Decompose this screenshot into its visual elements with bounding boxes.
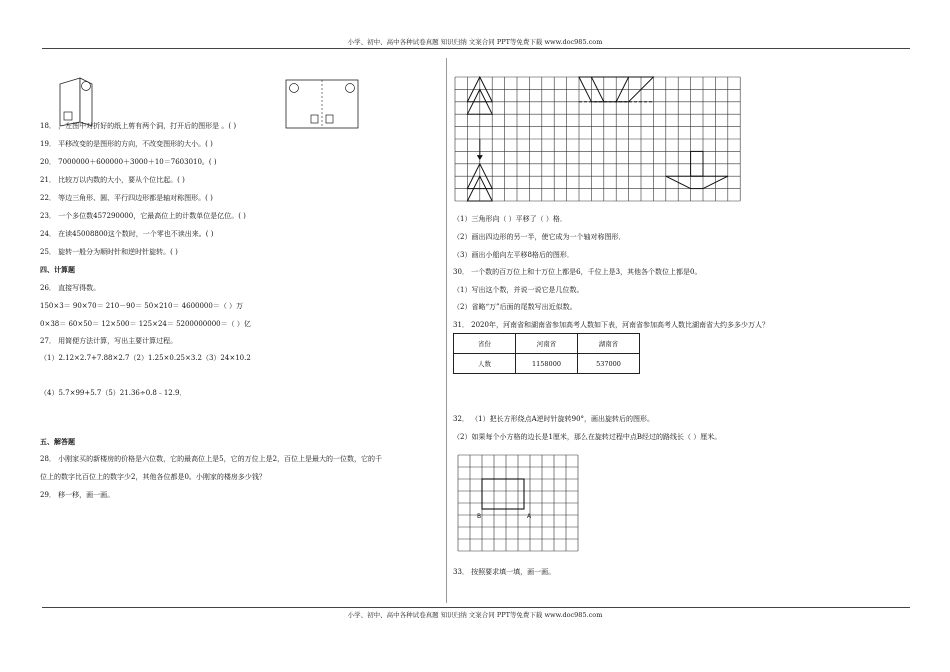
table-row [454, 354, 640, 374]
page-header: 小学、初中、高中各种试卷真题 知识归纳 文案合同 PPT等免费下载 www.doc985.com [347, 38, 603, 46]
question-27: 27． 用简便方法计算，写出主要计算过程。 [40, 337, 178, 345]
calc-row-2: 0×38＝ 60×50＝ 12×500＝ 125×24＝ 5200000000＝（ ）亿 [40, 320, 251, 328]
page-footer: 小学、初中、高中各种试卷真题 知识归纳 文案合同 PPT等免费下载 www.doc985.com [347, 611, 603, 619]
point-b-label: B [477, 513, 482, 520]
question-22: 22． 等边三角形、圆、平行四边形都是轴对称图形。( ) [40, 194, 213, 202]
table-cell: 河南省 [516, 334, 578, 354]
question-29-part-1: （1）三角形向（ ）平移了（ ）格． [453, 215, 567, 223]
question-20: 20． 7000000＋600000＋3000＋10＝7603010。( ) [40, 158, 217, 166]
table-cell: 537000 [578, 354, 640, 374]
translation-grid [455, 77, 745, 204]
question-30-part-2: （2）省略“万”后面的尾数写出近似数。 [453, 303, 577, 311]
footer-rule [42, 607, 910, 608]
question-33: 33． 按照要求填一填，画一画。 [453, 568, 556, 576]
question-29: 29． 移一移，画一画。 [40, 491, 115, 499]
column-divider [446, 58, 447, 603]
question-25: 25． 旋转一般分为顺时针和逆时针旋转。( ) [40, 248, 178, 256]
header-rule [42, 48, 910, 49]
table-row [454, 334, 640, 354]
calc-row-1: 150×3＝ 90×70＝ 210－90＝ 50×210＝ 4600000＝（ ）万 [40, 302, 244, 310]
folded-paper-figure [58, 76, 98, 128]
question-29-part-2: （2）画出四边形的另一半，使它成为一个轴对称图形． [453, 233, 626, 241]
question-19: 19． 平移改变的是图形的方向，不改变图形的大小。( ) [40, 140, 213, 148]
question-28-line-1: 28． 小刚家买的新楼房的价格是六位数，它的最高位上是5，它的万位上是2，百位上是最大的一位数，它的千 [40, 455, 383, 463]
point-a-label: A [527, 513, 532, 520]
question-18: 18． ，左图中对折好的纸上剪有两个洞，打开后的图形是 。( ) [40, 122, 237, 130]
question-21: 21． 比较万以内数的大小，要从个位比起。( ) [40, 176, 185, 184]
table-cell: 人数 [454, 354, 516, 374]
population-table [453, 333, 640, 374]
question-28-line-2: 位上的数字比百位上的数字少2，其他各位都是0。小刚家的楼房多少钱？ [40, 473, 266, 481]
table-cell: 1158000 [516, 354, 578, 374]
question-32-part-1: 32． （1）把长方形绕点A逆时针旋转90°，画出旋转后的图形。 [453, 415, 655, 423]
question-32-part-2: （2）如果每个小方格的边长是1厘米，那么在旋转过程中点B经过的路线长（ ）厘米。 [453, 433, 722, 441]
arrow-head [477, 155, 483, 160]
question-29-part-3: （3）画出小船向左平移8格后的图形． [453, 251, 574, 259]
table-cell: 省份 [454, 334, 516, 354]
section-5-heading: 五、解答题 [40, 438, 75, 446]
question-24: 24． 在读45008800这个数时，一个零也不读出来。( ) [40, 230, 214, 238]
calc-row-4: （4）5.7×99+5.7（5）21.36÷0.8﹣12.9． [40, 389, 187, 397]
calc-row-3: （1）2.12×2.7+7.88×2.7（2）1.25×0.25×3.2（3）24×10.2 [40, 354, 251, 362]
rotation-grid [458, 455, 578, 552]
unfolded-paper-figure [285, 79, 359, 131]
question-30: 30． 一个数的百万位上和十万位上都是6，千位上是3，其他各个数位上都是0。 [453, 268, 702, 276]
question-31: 31． 2020年，河南省和湖南省参加高考人数如下表，河南省参加高考人数比湖南省大约多多少万人？ [453, 321, 769, 329]
question-23: 23． 一个多位数457290000，它最高位上的计数单位是亿位。( ) [40, 212, 246, 220]
section-4-heading: 四、计算题 [40, 266, 75, 274]
question-30-part-1: （1）写出这个数，并说一说它是几位数。 [453, 286, 584, 294]
question-26: 26． 直接写得数。 [40, 284, 101, 292]
table-cell: 湖南省 [578, 334, 640, 354]
